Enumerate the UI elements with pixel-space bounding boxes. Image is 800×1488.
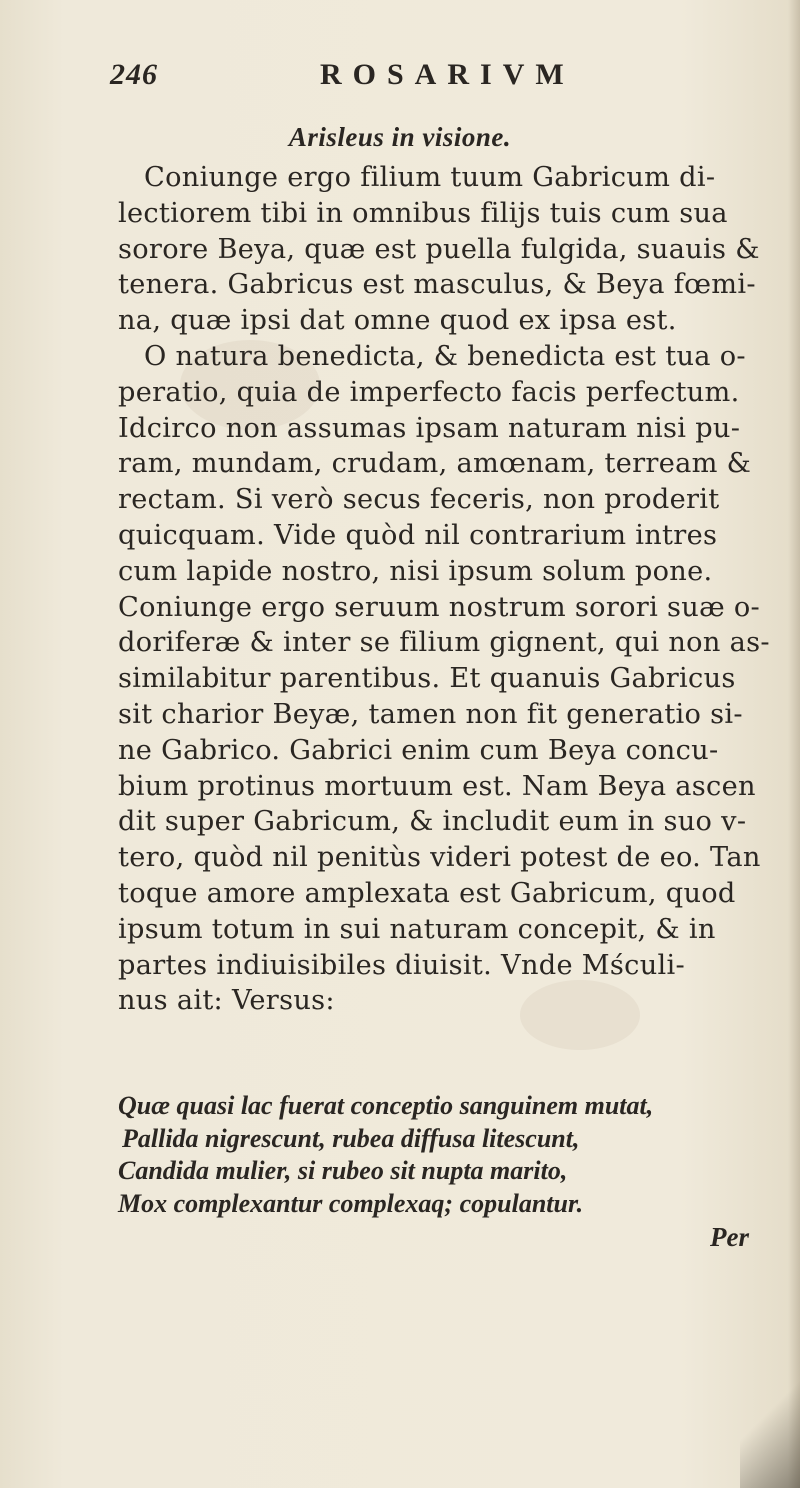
page-edge-shadow	[788, 0, 800, 1488]
text-line: cum lapide nostro, nisi ipsum solum pone.	[118, 555, 713, 587]
text-line: ne Gabrico. Gabrici enim cum Beya concu-	[118, 734, 719, 766]
verse-line: Pallida nigrescunt, rubea diffusa litescunt,	[122, 1123, 580, 1153]
text-line: bium protinus mortuum est. Nam Beya ascen	[118, 770, 756, 802]
text-line: Coniunge ergo seruum nostrum sorori suæ o-	[118, 591, 761, 623]
text-line: toque amore amplexata est Gabricum, quod	[118, 877, 736, 909]
text-line: nus ait: Versus:	[118, 985, 335, 1017]
text-line: sorore Beya, quæ est puella fulgida, suauis &	[118, 233, 760, 265]
verse-line: Quæ quasi lac fuerat conceptio sanguinem mutat,	[118, 1091, 654, 1120]
body-text	[118, 160, 788, 1019]
text-line: Coniunge ergo filium tuum Gabricum di-	[144, 162, 716, 193]
page-header	[110, 58, 770, 98]
text-line: ram, mundam, crudam, amœnam, terream &	[118, 448, 752, 480]
text-line: tenera. Gabricus est masculus, & Beya fœmi-	[118, 269, 756, 301]
text-line: partes indiuisibiles diuisit. Vnde Mśculi-	[118, 949, 685, 981]
page-number: 246	[110, 58, 158, 91]
text-line: dit super Gabricum, & includit eum in suo v-	[118, 806, 747, 838]
text-line: similabitur parentibus. Et quanuis Gabricus	[118, 663, 736, 695]
catchword: Per	[710, 1222, 749, 1252]
section-subtitle: Arisleus in visione.	[288, 122, 512, 152]
text-line: tero, quòd nil penitùs videri potest de eo. Tan	[118, 842, 761, 874]
text-line: O natura benedicta, & benedicta est tua o-	[144, 340, 746, 372]
text-line: rectam. Si verò secus feceris, non proderit	[118, 484, 720, 516]
verse-line: Mox complexantur complexaq; copulantur.	[118, 1188, 584, 1218]
text-line: sit charior Beyæ, tamen non fit generatio si-	[118, 698, 743, 730]
corner-shadow	[740, 1368, 800, 1488]
text-line: lectiorem tibi in omnibus filijs tuis cum sua	[118, 197, 728, 229]
verse-line: Candida mulier, si rubeo sit nupta marito,	[118, 1156, 568, 1185]
text-line: doriferæ & inter se filium gignent, qui non as-	[118, 627, 770, 659]
text-line: na, quæ ipsi dat omne quod ex ipsa est.	[118, 305, 677, 337]
text-line: peratio, quia de imperfecto facis perfectum.	[118, 376, 740, 408]
text-line: Idcirco non assumas ipsam naturam nisi pu-	[118, 412, 741, 444]
text-line: quicquam. Vide quòd nil contrarium intres	[118, 519, 718, 551]
text-line: ipsum totum in sui naturam concepit, & in	[118, 913, 716, 945]
running-title: ROSARIVM	[320, 58, 575, 91]
verse-block	[118, 1090, 788, 1220]
